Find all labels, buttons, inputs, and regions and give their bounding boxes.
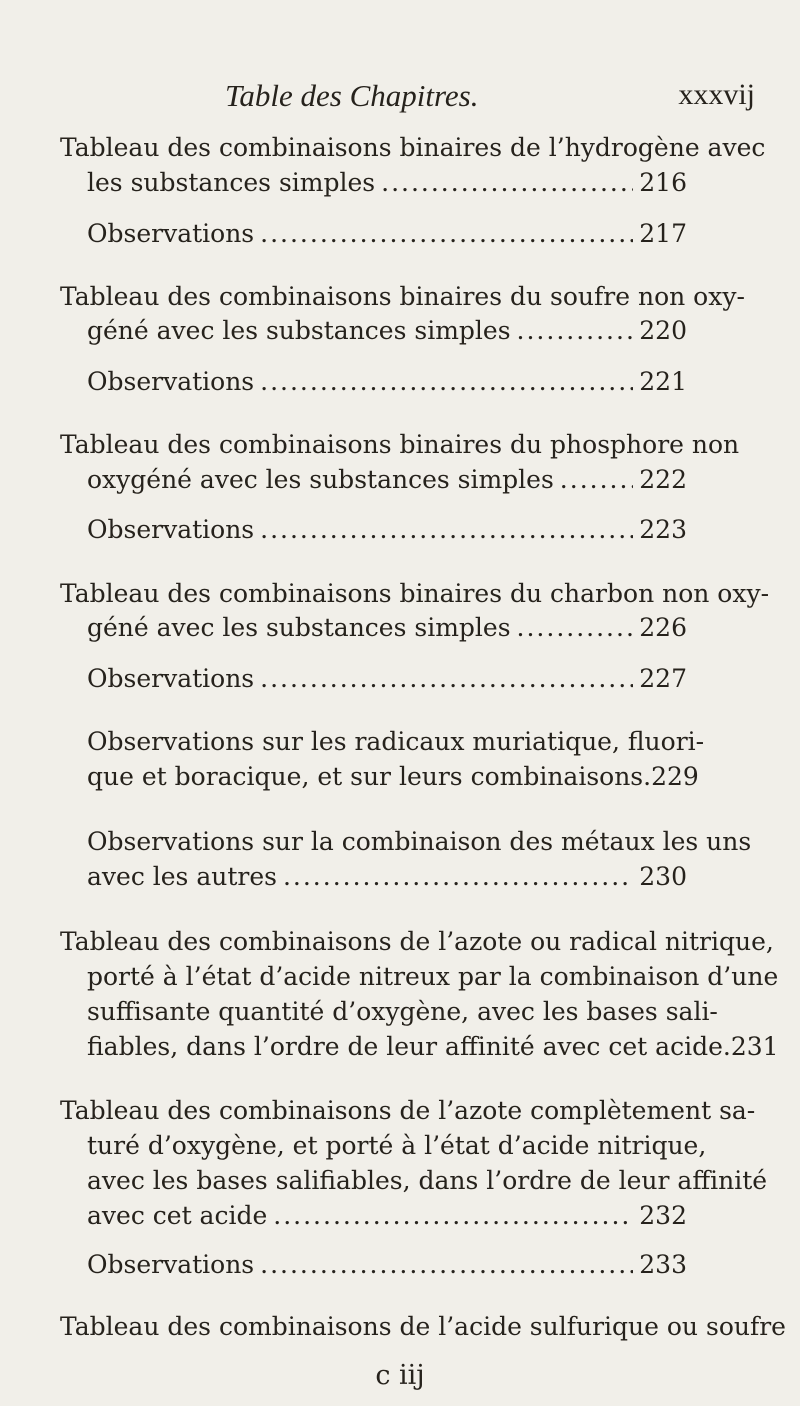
toc-entry [87,611,687,645]
toc-entry [87,860,687,894]
toc-entry [87,760,699,794]
toc-entry [87,463,687,497]
toc-entry-title: géné avec les substances simples [87,613,511,642]
toc-entry-title: que et boracique, et sur leurs combinaisons. [87,762,652,791]
toc-entry-title: Observations [87,515,255,544]
toc-page-number: 220 [639,316,687,345]
signature-mark: c iij [375,1360,425,1391]
toc-entry-line: suffisante quantité d’oxygène, avec les bases sali- [87,997,718,1026]
toc-entry-title: géné avec les substances simples [87,316,511,345]
toc-entry-line: Tableau des combinaisons binaires du charbon non oxy- [60,579,770,608]
toc-entry-title: Observations [87,664,255,693]
toc-entry [87,513,687,547]
toc-page-number: 229 [651,762,699,791]
toc-entry-line: Tableau des combinaisons de l’acide sulfurique ou soufre [60,1312,786,1341]
toc-entry [87,217,687,251]
toc-entry-line: Tableau des combinaisons binaires de l’hydrogène avec [60,133,766,162]
header-title: Table des Chapitres. [225,78,479,113]
toc-entry [87,314,687,348]
toc-page-number: 221 [639,367,687,396]
toc-entry-line: Tableau des combinaisons binaires du soufre non oxy- [60,282,745,311]
toc-entry-title: Observations [87,1250,255,1279]
toc-entry-title: fiables, dans l’ordre de leur affinité avec cet acide. [87,1032,731,1061]
toc-entry [87,662,687,696]
toc-page-number: 233 [639,1250,687,1279]
toc-entry-title: oxygéné avec les substances simples [87,465,554,494]
toc-page-number: 226 [639,613,687,642]
running-header [60,78,755,118]
toc-entry-title: Observations [87,367,255,396]
toc-page-number: 216 [639,168,687,197]
toc-page-number: 231 [730,1032,779,1061]
toc-entry-line: Observations sur les radicaux muriatique, fluori- [87,727,705,756]
toc-page-number: 217 [639,219,687,248]
toc-entry [87,1248,687,1282]
toc-entry [87,365,687,399]
toc-entry-title: avec les autres [87,862,277,891]
toc-page-number: 222 [639,465,687,494]
toc-page-number: 230 [639,862,687,891]
toc-entry [87,166,687,200]
toc-entry-line: Tableau des combinaisons de l’azote ou radical nitrique, [60,927,774,956]
toc-entry [87,1199,687,1233]
toc-page-number: 227 [639,664,687,693]
toc-entry-title: les substances simples [87,168,376,197]
toc-entry-line: Tableau des combinaisons de l’azote complètement sa- [60,1096,756,1125]
toc-entry-title: avec cet acide [87,1201,268,1230]
toc-entry-line: Observations sur la combinaison des métaux les uns [87,827,752,856]
header-page-number: xxxvij [678,78,755,111]
toc-entry-line: Tableau des combinaisons binaires du phosphore non [60,430,740,459]
toc-entry-line: porté à l’état d’acide nitreux par la combinaison d’une [87,962,779,991]
toc-entry [87,1030,779,1064]
toc-entry-line: turé d’oxygène, et porté à l’état d’acide nitrique, [87,1131,707,1160]
toc-page-number: 232 [639,1201,687,1230]
toc-page-number: 223 [639,515,687,544]
toc-entry-line: avec les bases salifiables, dans l’ordre de leur affinité [87,1166,768,1195]
toc-entry-title: Observations [87,219,255,248]
